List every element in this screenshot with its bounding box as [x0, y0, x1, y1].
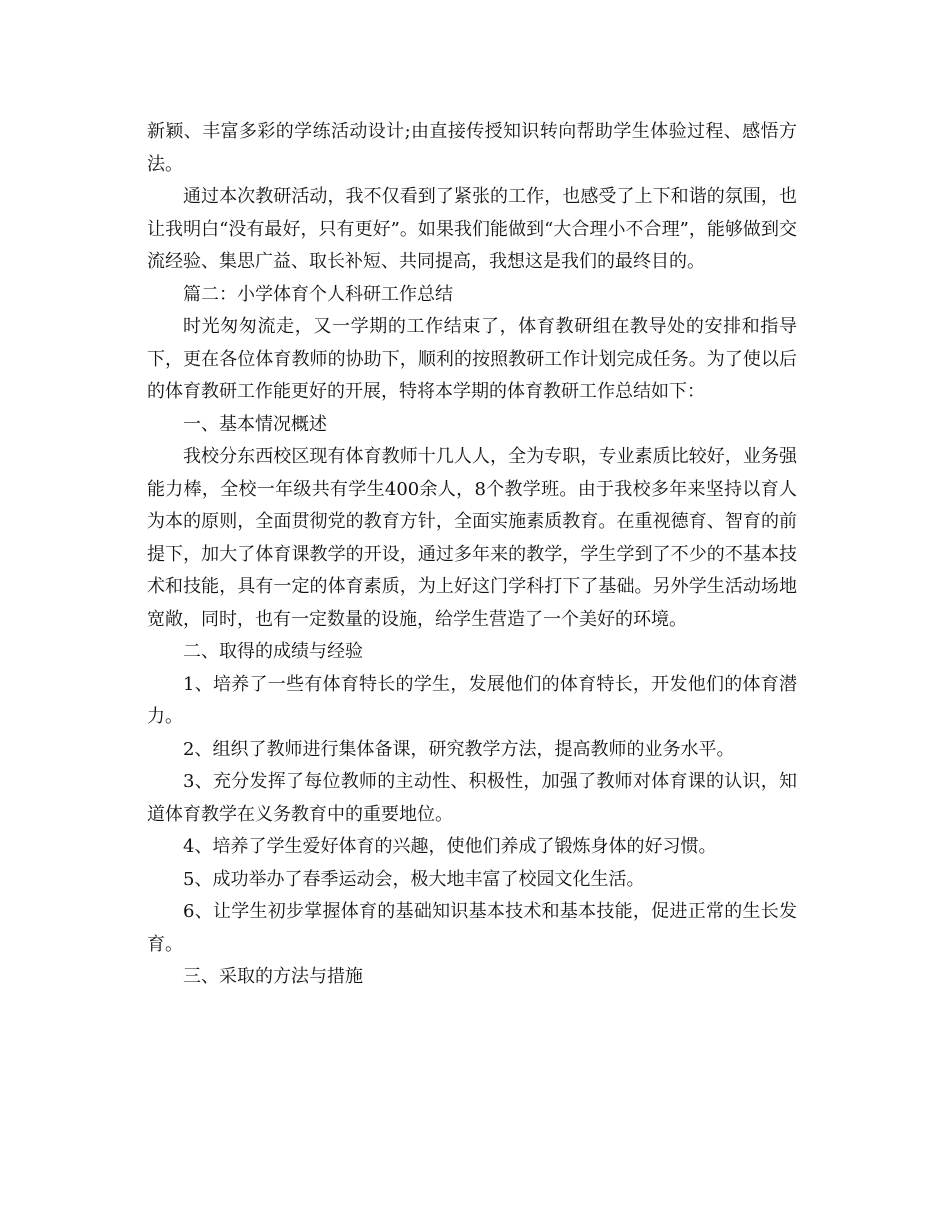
list-item: 3、充分发挥了每位教师的主动性、积极性，加强了教师对体育课的认识，知道体育教学在义务教育中的重要地位。	[147, 771, 797, 825]
list-item: 6、让学生初步掌握体育的基础知识基本技术和基本技能，促进正常的生长发育。	[147, 901, 797, 955]
paragraph-basic-situation: 我校分东西校区现有体育教师十几人人，全为专职，专业素质比较好，业务强能力棒，全校一年级共有学生400余人，8个教学班。由于我校多年来坚持以育人为本的原则，全面贯彻党的教育方针，全面实施素质教育。在重视德育、智育的前提下，加大了体育课教学的开设，通过多年来的教学，学生学到了不少的不基本技术和技能，具有一定的体育素质，为上好这门学科打下了基础。另外学生活动场地宽敞，同时，也有一定数量的设施，给学生营造了一个美好的环境。	[147, 446, 797, 630]
document-body	[147, 116, 797, 994]
heading-basic-situation: 一、基本情况概述	[183, 413, 327, 435]
heading-methods: 三、采取的方法与措施	[183, 966, 363, 987]
list-item: 5、成功举办了春季运动会，极大地丰富了校园文化生活。	[183, 868, 645, 890]
paragraph-reflection: 通过本次教研活动，我不仅看到了紧张的工作，也感受了上下和谐的氛围，也让我明白“没有最好，只有更好”。如果我们能做到“大合理小不合理”，能够做到交流经验、集思广益、取长补短、共同提高，我想这是我们的最终目的。	[147, 186, 797, 272]
list-item: 2、组织了教师进行集体备课，研究教学方法，提高教师的业务水平。	[183, 738, 735, 760]
list-item: 4、培养了学生爱好体育的兴趣，使他们养成了锻炼身体的好习惯。	[183, 836, 717, 857]
paragraph-continuation: 新颖、丰富多彩的学练活动设计;由直接传授知识转向帮助学生体验过程、感悟方法。	[147, 121, 797, 175]
list-item: 1、培养了一些有体育特长的学生，发展他们的体育特长，开发他们的体育潜力。	[147, 673, 797, 727]
heading-achievements: 二、取得的成绩与经验	[183, 641, 363, 662]
paragraph-intro: 时光匆匆流走，又一学期的工作结束了，体育教研组在教导处的安排和指导下，更在各位体育教师的协助下，顺利的按照教研工作计划完成任务。为了使以后的体育教研工作能更好的开展，特将本学期的体育教研工作总结如下：	[147, 316, 797, 402]
section-title: 篇二：小学体育个人科研工作总结	[183, 283, 453, 305]
